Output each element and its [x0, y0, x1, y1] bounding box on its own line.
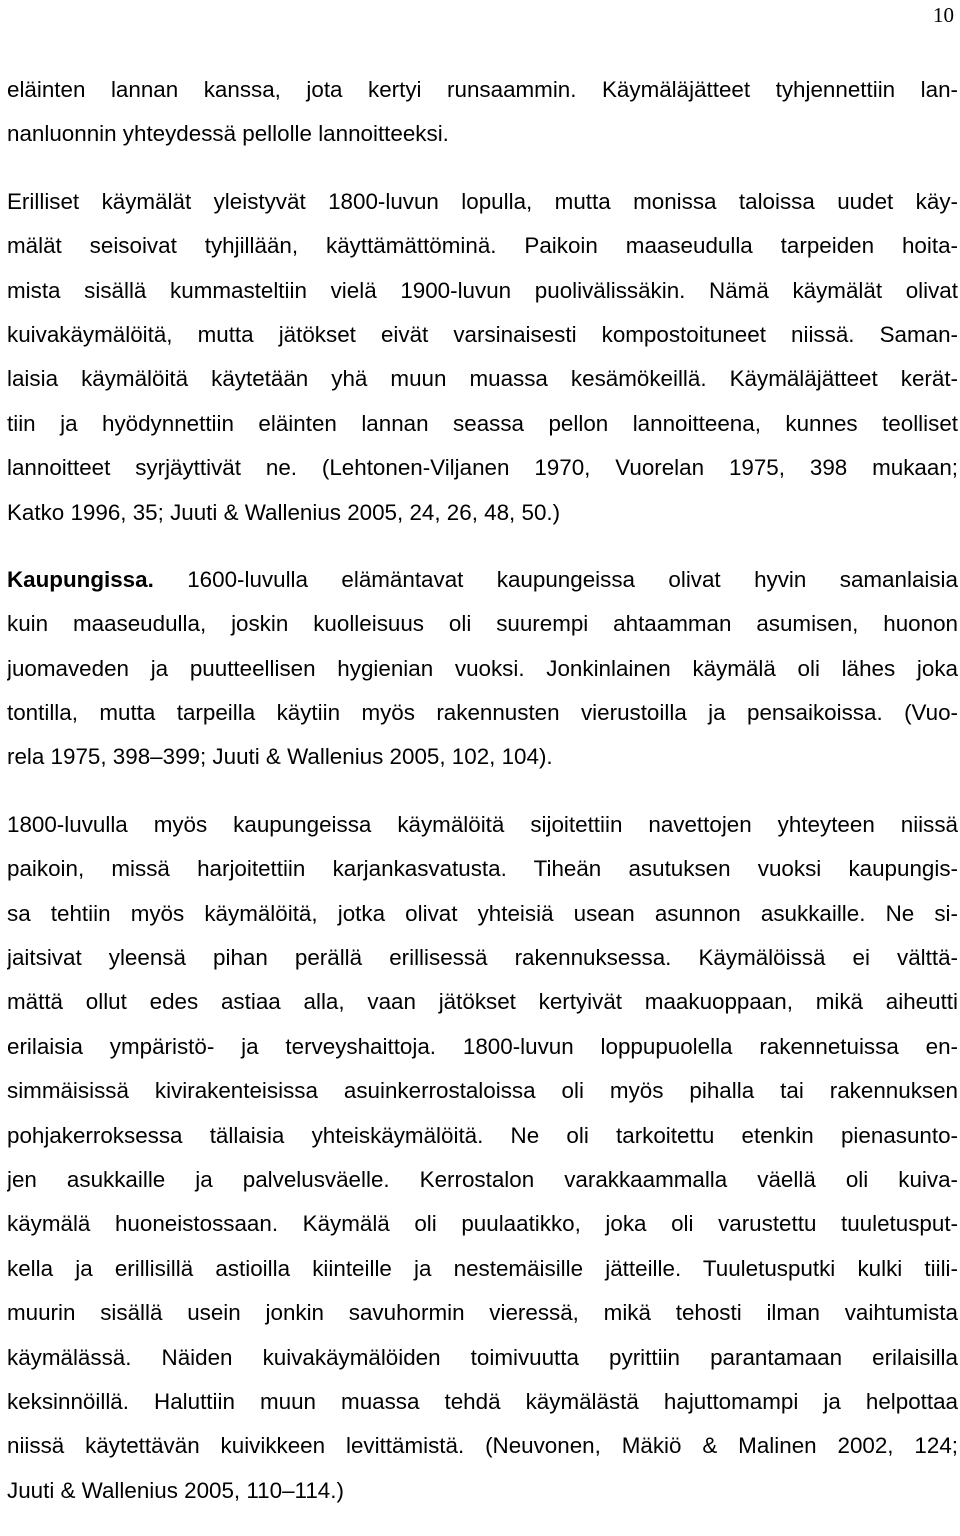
text-line: Katko 1996, 35; Juuti & Wallenius 2005, 24, 26, 48, 50.) — [7, 499, 561, 525]
text-line: eläinten lannan kanssa, jota kertyi runsaammin. Käymäläjätteet tyhjennettiin lan- — [7, 77, 958, 102]
paragraph-2 — [7, 180, 958, 535]
text-line: laisia käymälöitä käytetään yhä muun muassa kesämökeillä. Käymäläjätteet kerät- — [7, 366, 958, 392]
text-line: sa tehtiin myös käymälöitä, jotka olivat yhteisiä usean asunnon asukkaille. Ne si- — [7, 900, 958, 926]
text-run: 1600-luvulla elämäntavat kaupungeissa olivat hyvin samanlaisia — [187, 566, 958, 592]
document-body — [7, 68, 958, 1513]
text-line: tiin ja hyödynnettiin eläinten lannan seassa pellon lannoitteena, kunnes teolliset — [7, 410, 958, 436]
text-line: tontilla, mutta tarpeilla käytiin myös rakennusten vierustoilla ja pensaikoissa. (Vuo- — [7, 700, 958, 726]
text-line: erilaisia ympäristö- ja terveyshaittoja. 1800-luvun loppupuolella rakennetuissa en- — [7, 1033, 958, 1059]
text-line: käymälä huoneistossaan. Käymälä oli puulaatikko, joka oli varustettu tuuletusput- — [7, 1211, 958, 1237]
paragraph-gap — [7, 780, 958, 803]
paragraph-1 — [7, 68, 958, 157]
paragraph-gap — [7, 157, 958, 180]
text-line: Erilliset käymälät yleistyvät 1800-luvun lopulla, mutta monissa taloissa uudet käy- — [7, 188, 958, 214]
text-line: niissä käytettävän kuivikkeen levittämistä. (Neuvonen, Mäkiö & Malinen 2002, 124; — [7, 1433, 958, 1459]
text-line: pohjakerroksessa tällaisia yhteiskäymälöitä. Ne oli tarkoitettu etenkin pienasunto- — [7, 1122, 958, 1148]
text-line: mättä ollut edes astiaa alla, vaan jätökset kertyivät maakuoppaan, mikä aiheutti — [7, 989, 958, 1015]
text-line: muurin sisällä usein jonkin savuhormin vieressä, mikä tehosti ilman vaihtumista — [7, 1300, 958, 1326]
page-number: 10 — [933, 3, 954, 27]
text-line: kella ja erillisillä astioilla kiinteille ja nestemäisille jätteille. Tuuletusputki kulki tiili- — [7, 1255, 958, 1281]
text-line-with-heading — [7, 558, 958, 602]
paragraph-gap — [7, 535, 958, 558]
text-line: 1800-luvulla myös kaupungeissa käymälöitä sijoitettiin navettojen yhteyteen niissä — [7, 811, 958, 837]
section-heading: Kaupungissa. — [7, 566, 154, 592]
text-line: simmäisissä kivirakenteisissa asuinkerrostaloissa oli myös pihalla tai rakennuksen — [7, 1078, 958, 1104]
text-line: keksinnöillä. Haluttiin muun muassa tehdä käymälästä hajuttomampi ja helpottaa — [7, 1388, 958, 1414]
text-line: Juuti & Wallenius 2005, 110–114.) — [7, 1477, 344, 1503]
text-line: paikoin, missä harjoitettiin karjankasvatusta. Tiheän asutuksen vuoksi kaupungis- — [7, 856, 958, 882]
text-line: kuivakäymälöitä, mutta jätökset eivät varsinaisesti kompostoituneet niissä. Saman- — [7, 321, 958, 347]
text-line: juomaveden ja puutteellisen hygienian vuoksi. Jonkinlainen käymälä oli lähes joka — [7, 655, 958, 681]
text-line: lannoitteet syrjäyttivät ne. (Lehtonen-Viljanen 1970, Vuorelan 1975, 398 mukaan; — [7, 455, 958, 481]
text-line: jaitsivat yleensä pihan perällä erillisessä rakennuksessa. Käymälöissä ei välttä- — [7, 945, 958, 971]
text-line: kuin maaseudulla, joskin kuolleisuus oli suurempi ahtaamman asumisen, huonon — [7, 611, 958, 637]
paragraph-3 — [7, 558, 958, 780]
text-line: mista sisällä kummasteltiin vielä 1900-luvun puolivälissäkin. Nämä käymälät olivat — [7, 277, 958, 303]
text-line: nanluonnin yhteydessä pellolle lannoitteeksi. — [7, 121, 449, 147]
text-line: jen asukkaille ja palvelusväelle. Kerrostalon varakkaammalla väellä oli kuiva- — [7, 1166, 958, 1192]
text-line: käymälässä. Näiden kuivakäymälöiden toimivuutta pyrittiin parantamaan erilaisilla — [7, 1344, 958, 1370]
paragraph-4 — [7, 803, 958, 1513]
text-line: mälät seisoivat tyhjillään, käyttämättöminä. Paikoin maaseudulla tarpeiden hoita- — [7, 233, 958, 259]
text-line: rela 1975, 398–399; Juuti & Wallenius 2005, 102, 104). — [7, 744, 553, 770]
